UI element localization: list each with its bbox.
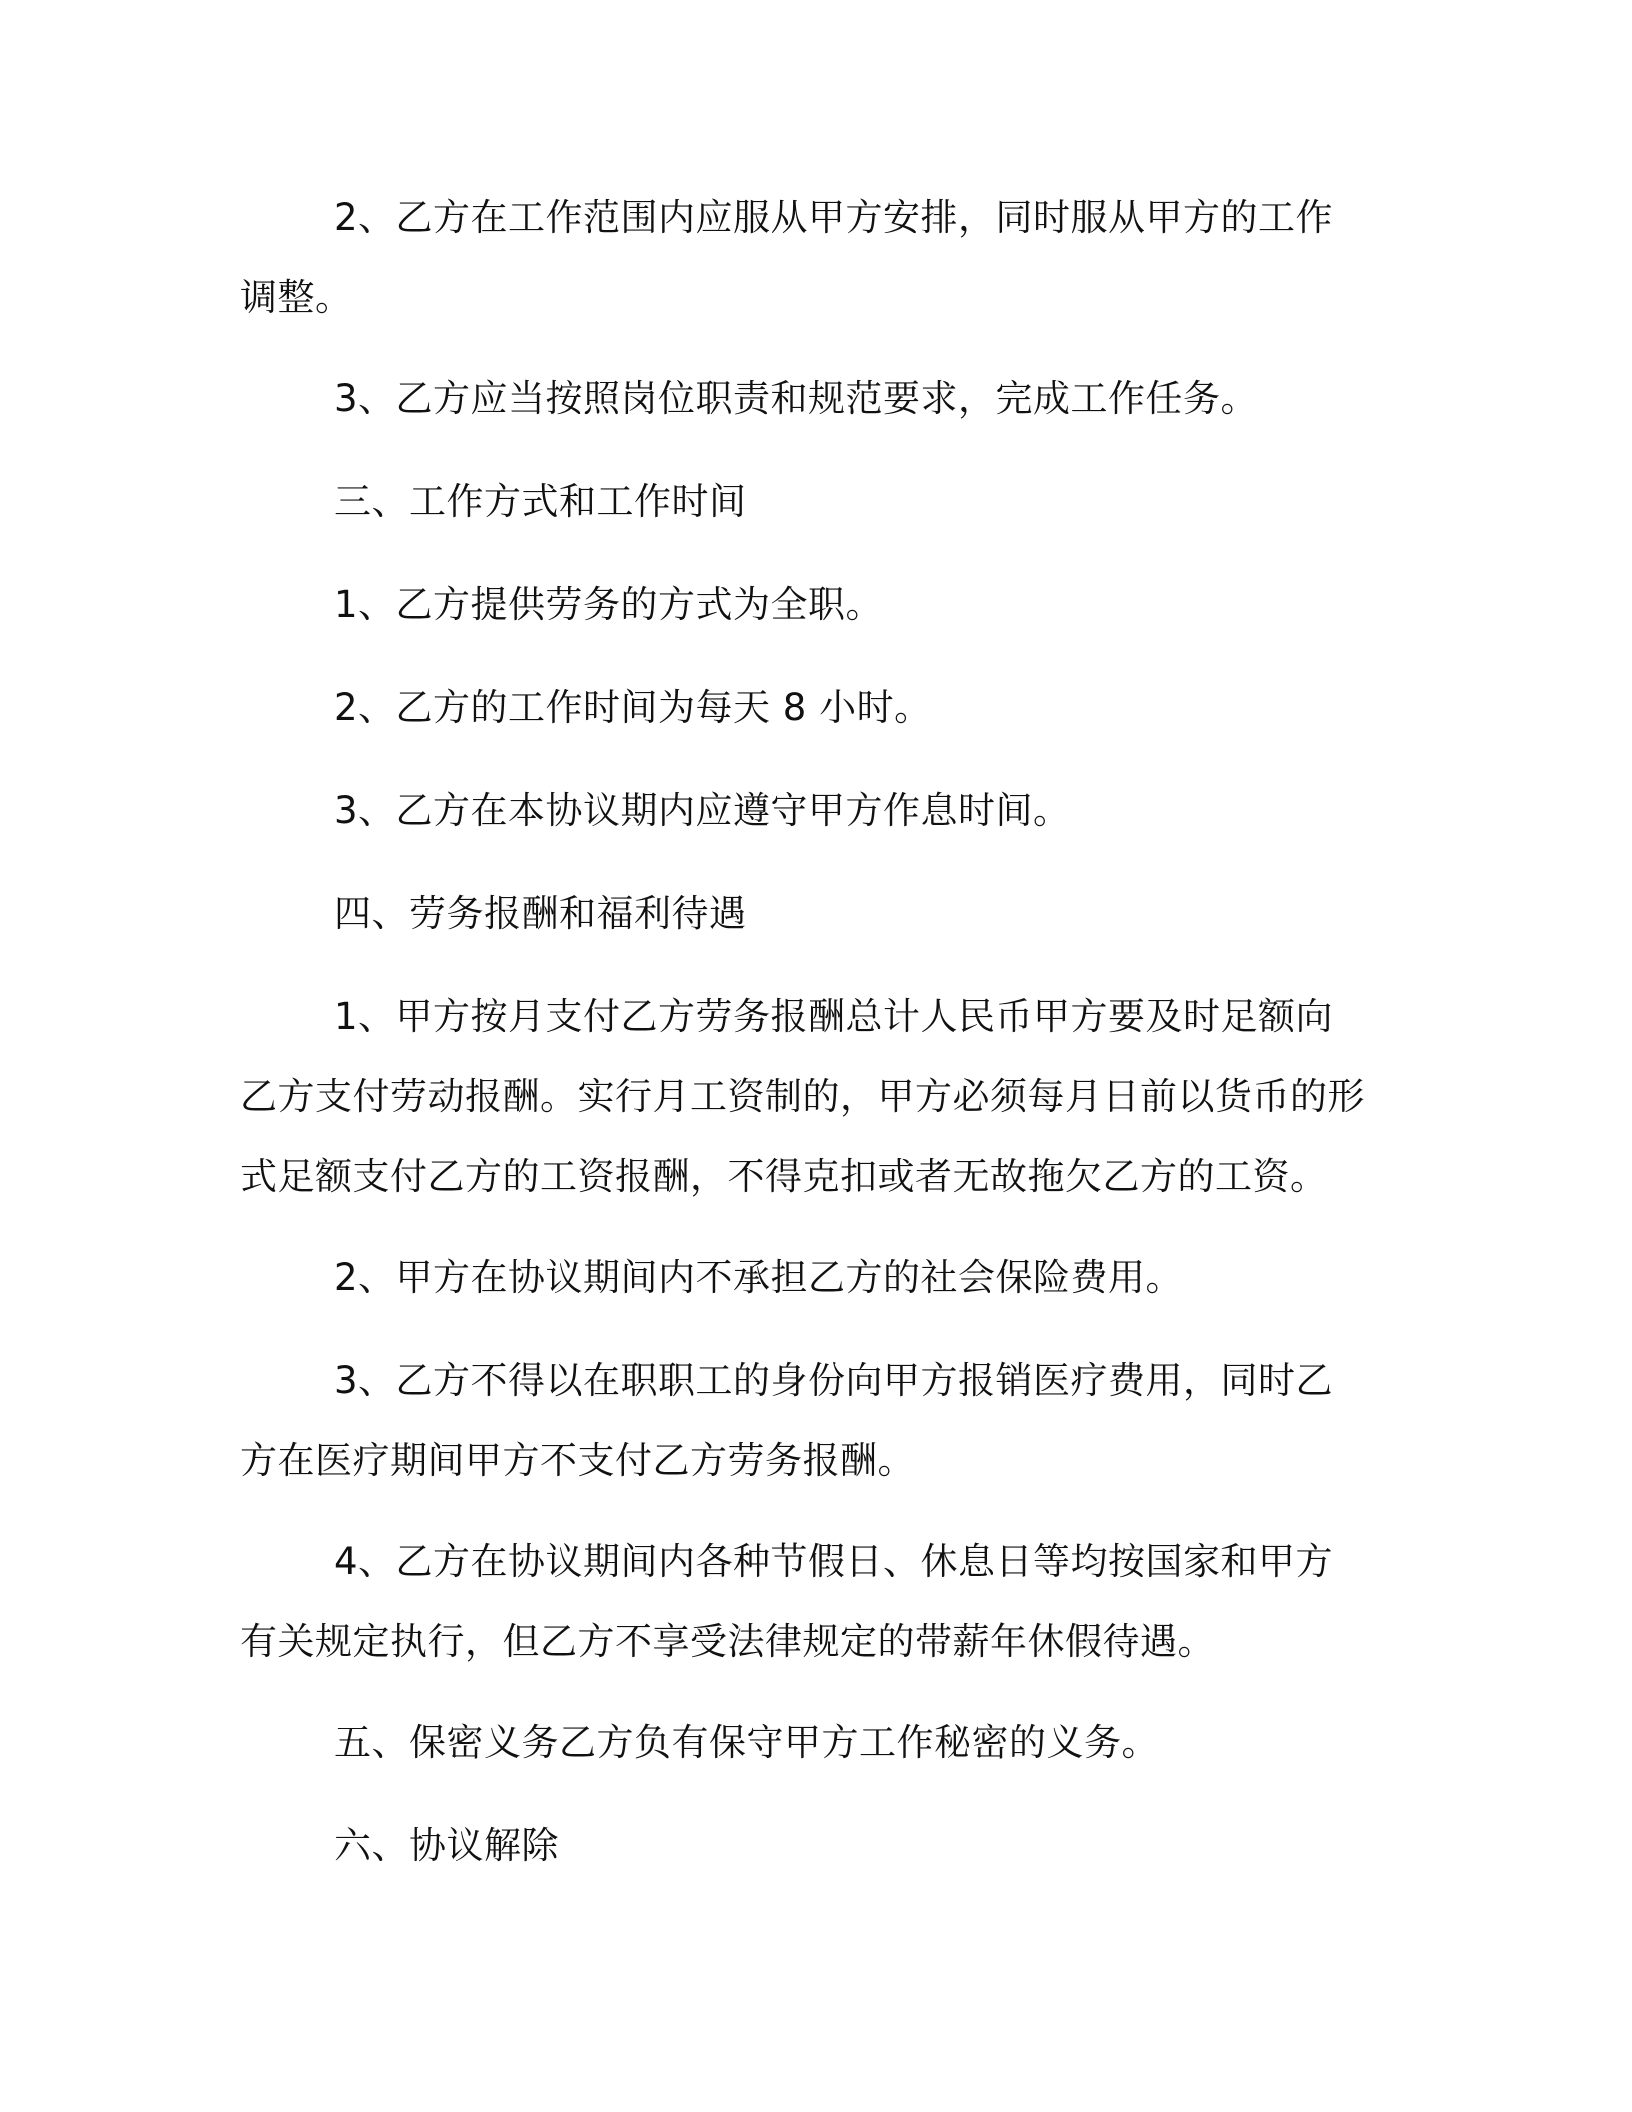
paragraph-work-arrangement: 2、乙方在工作范围内应服从甲方安排，同时服从甲方的工作调整。: [240, 196, 1334, 319]
paragraph-holidays: 4、乙方在协议期间内各种节假日、休息日等均按国家和甲方有关规定执行，但乙方不享受法律规定的带薪年休假待遇。: [240, 1540, 1334, 1663]
section-heading-confidentiality: 五、保密义务乙方负有保守甲方工作秘密的义务。: [334, 1721, 1159, 1764]
paragraph-work-hours: 2、乙方的工作时间为每天 8 小时。: [334, 686, 932, 729]
section-heading-work-mode: 三、工作方式和工作时间: [334, 480, 747, 523]
paragraph-social-insurance: 2、甲方在协议期间内不承担乙方的社会保险费用。: [334, 1256, 1184, 1299]
paragraph-medical-expenses: 3、乙方不得以在职职工的身份向甲方报销医疗费用，同时乙方在医疗期间甲方不支付乙方劳务报酬。: [240, 1359, 1334, 1482]
paragraph-full-time: 1、乙方提供劳务的方式为全职。: [334, 583, 884, 626]
paragraph-job-duties: 3、乙方应当按照岗位职责和规范要求，完成工作任务。: [334, 377, 1259, 420]
section-heading-termination: 六、协议解除: [334, 1824, 559, 1867]
paragraph-monthly-pay: 1、甲方按月支付乙方劳务报酬总计人民币甲方要及时足额向乙方支付劳动报酬。实行月工资制的，甲方必须每月日前以货币的形式足额支付乙方的工资报酬，不得克扣或者无故拖欠乙方的工资。: [240, 995, 1365, 1198]
paragraph-schedule: 3、乙方在本协议期内应遵守甲方作息时间。: [334, 789, 1071, 832]
section-heading-compensation: 四、劳务报酬和福利待遇: [334, 892, 747, 935]
